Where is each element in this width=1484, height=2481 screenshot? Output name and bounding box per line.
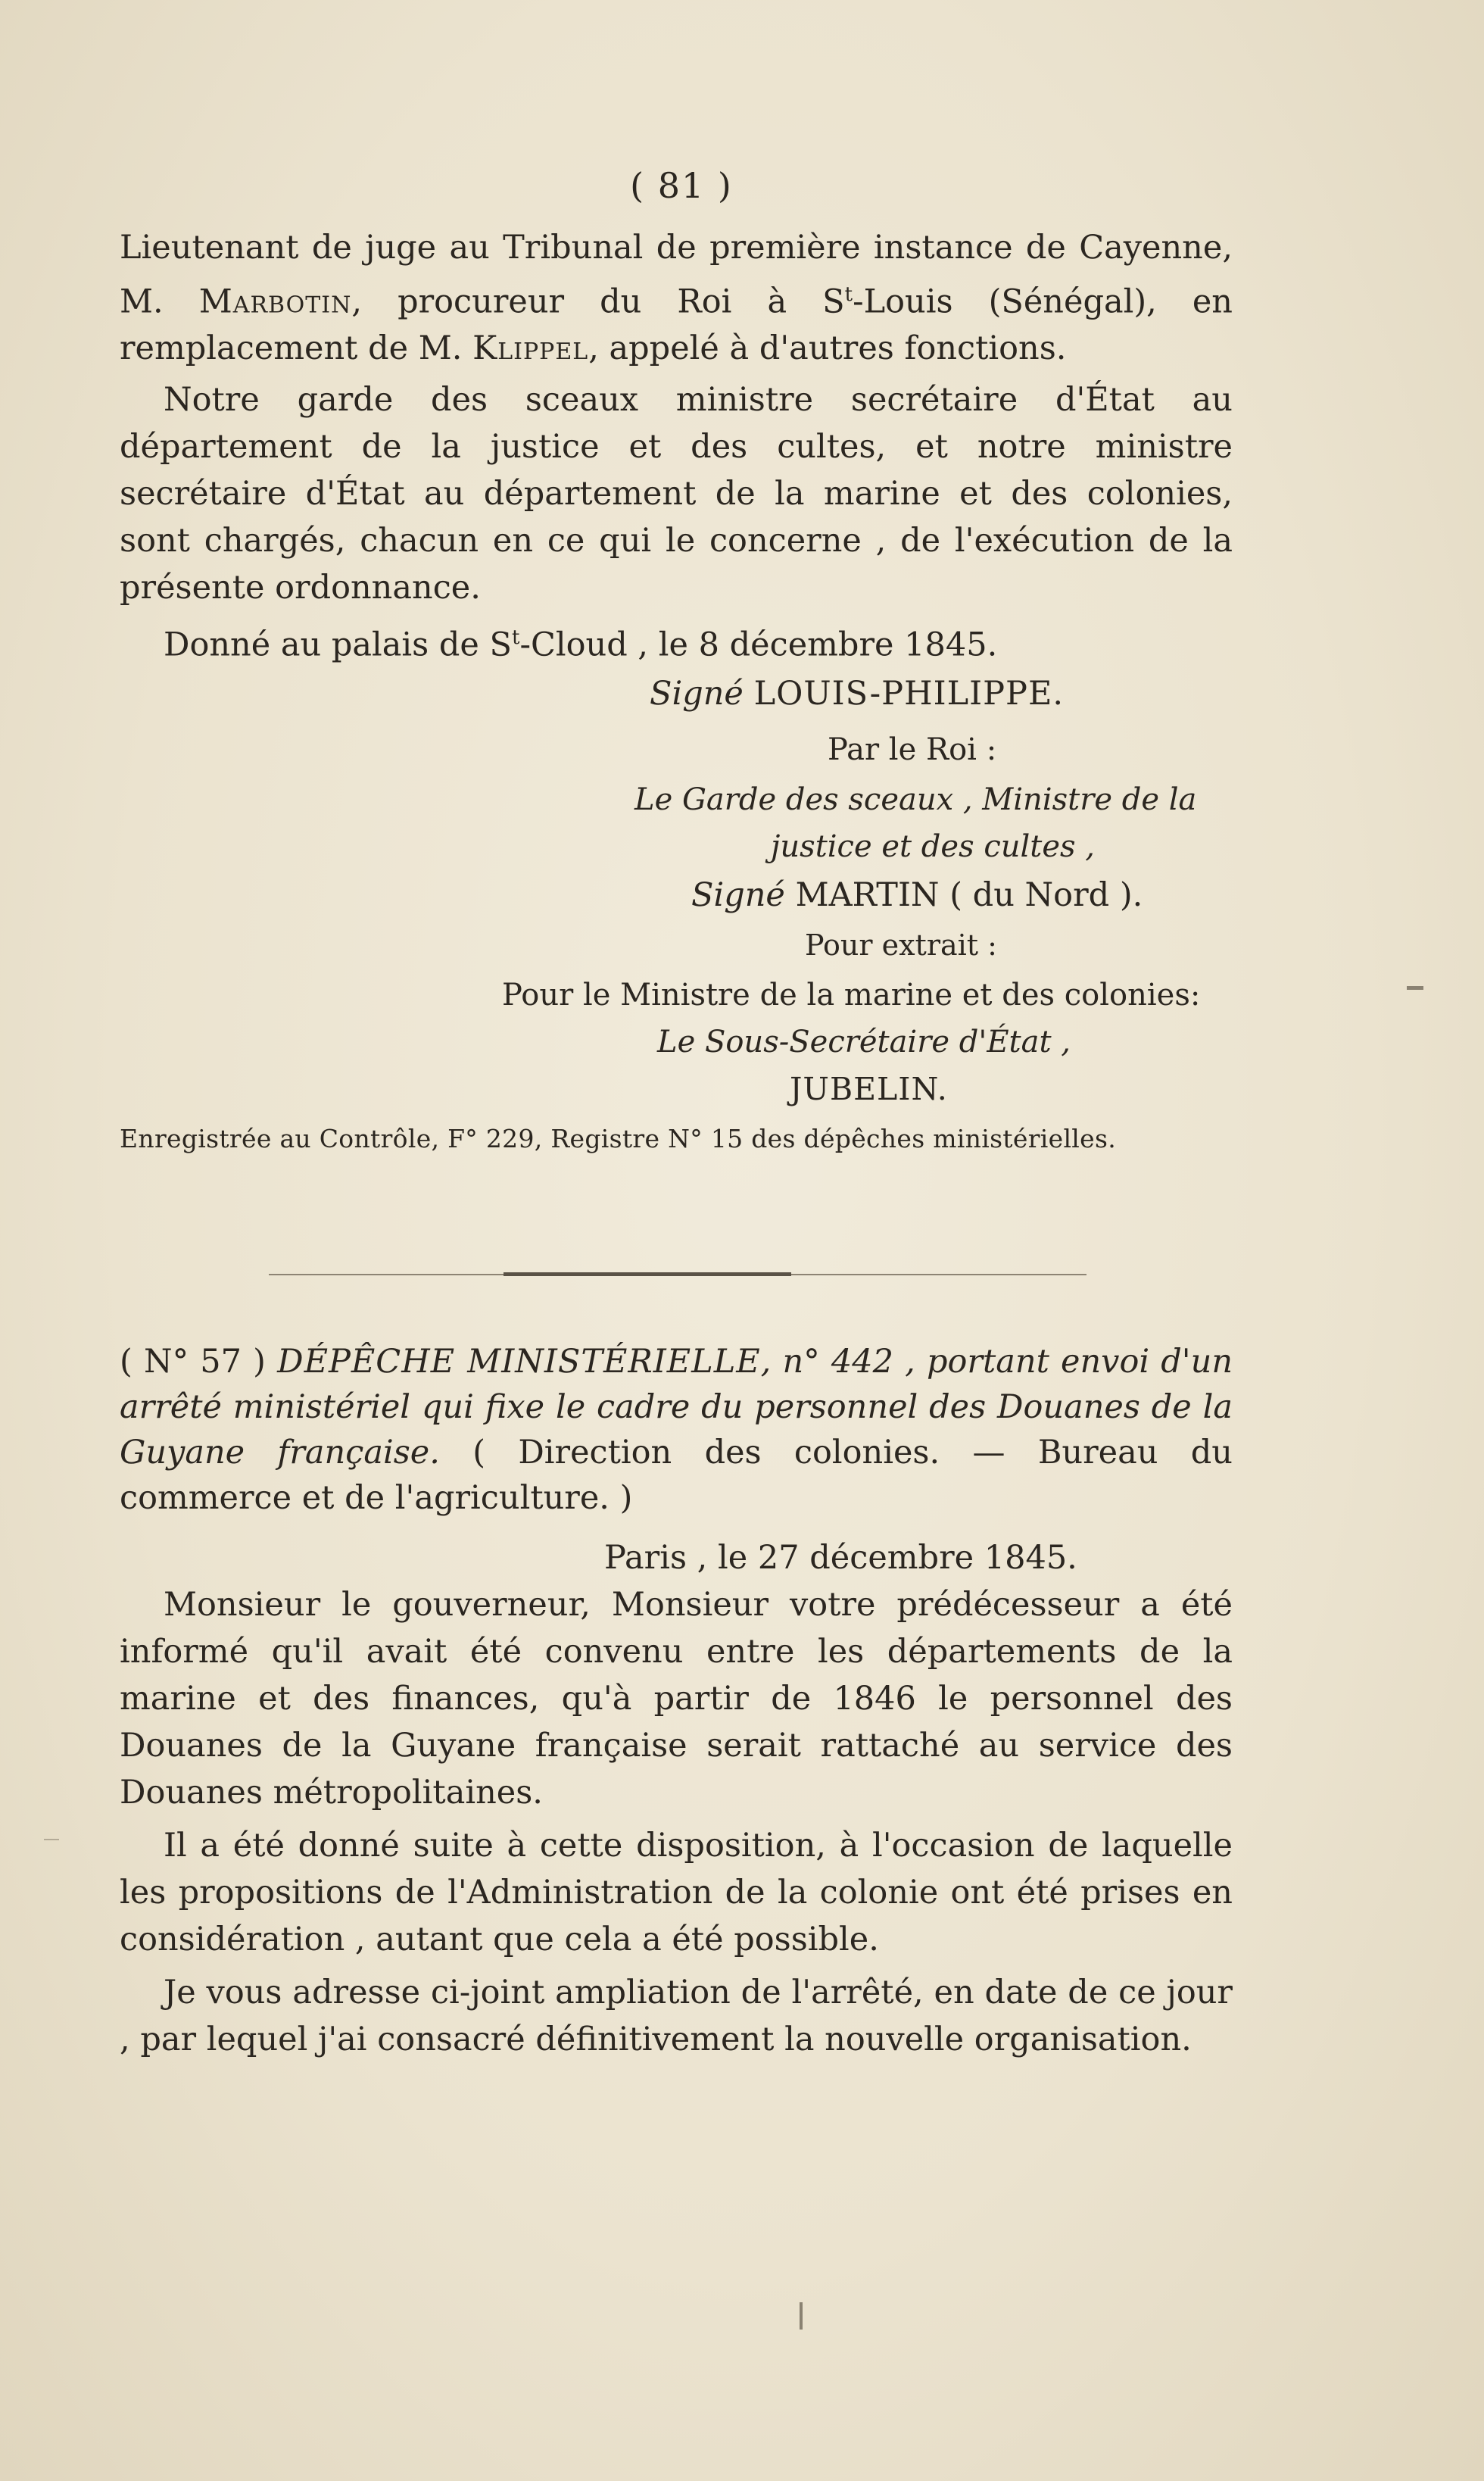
signature-martin bbox=[120, 872, 1233, 919]
depeche-title: DÉPÊCHE MINISTÉRIELLE bbox=[277, 1343, 761, 1381]
sous-secretaire: Le Sous-Secrétaire d'État , bbox=[657, 1024, 1071, 1059]
name-klippel: Klippel bbox=[472, 329, 589, 368]
depeche-paragraph-3: Je vous adresse ci-joint ampliation de l'arrêté, en date de ce jour , par lequel j'ai consacré définitivement la nouvelle organisation. bbox=[120, 1974, 1233, 2058]
ordinance-block bbox=[120, 224, 1233, 1158]
pour-le-ministre: Pour le Ministre de la marine et des colonies: bbox=[502, 977, 1201, 1013]
signature-king bbox=[120, 670, 1233, 717]
superscript: t bbox=[844, 283, 853, 306]
depeche-no: , n° 442 , bbox=[760, 1343, 915, 1381]
text-run: -Cloud , le 8 décembre 1845. bbox=[519, 626, 998, 664]
signatory-king: LOUIS-PHILIPPE. bbox=[753, 674, 1065, 713]
depeche-heading bbox=[120, 1339, 1233, 1521]
name-marbotin: Marbotin bbox=[198, 282, 352, 321]
text-run: -Louis (Sénégal), en remplacement de M. bbox=[120, 282, 1233, 368]
margin-mark bbox=[1407, 986, 1423, 990]
text-run: Lieutenant de juge au Tribunal de première instance de Cayenne, M. bbox=[120, 229, 1233, 321]
depeche-date: Paris , le 27 décembre 1845. bbox=[604, 1539, 1077, 1577]
depeche-subject: portant envoi d'un arrêté ministériel qui fixe le cadre du personnel des Douanes de la Guyane française. bbox=[120, 1343, 1233, 1471]
registration-note: Enregistrée au Contrôle, F° 229, Registre N° 15 des dépêches ministérielles. bbox=[120, 1123, 1117, 1153]
page-number: ( 81 ) bbox=[630, 165, 733, 206]
text-run: , appelé à d'autres fonctions. bbox=[588, 329, 1067, 368]
signe-label: Signé bbox=[691, 875, 785, 914]
garde-des-sceaux-line1: Le Garde des sceaux , Ministre de la bbox=[634, 782, 1197, 817]
superscript: t bbox=[512, 626, 520, 650]
pour-extrait: Pour extrait : bbox=[805, 928, 997, 962]
depeche-bureau: ( Direction des colonies. — Bureau du commerce et de l'agriculture. ) bbox=[120, 1434, 1233, 1517]
signe-label: Signé bbox=[650, 674, 744, 713]
paragraph-given-at bbox=[120, 614, 1233, 668]
margin-mark bbox=[800, 2302, 803, 2330]
signatory-jubelin: JUBELIN. bbox=[790, 1070, 948, 1107]
garde-des-sceaux-line2: justice et des cultes , bbox=[771, 829, 1095, 864]
margin-mark bbox=[44, 1839, 59, 1840]
text-run: Donné au palais de S bbox=[164, 626, 513, 664]
text-run: , procureur du Roi à S bbox=[351, 282, 845, 321]
section-divider bbox=[269, 1274, 1086, 1275]
depeche-number: ( N° 57 ) bbox=[120, 1343, 266, 1381]
depeche-block bbox=[120, 1339, 1233, 2063]
depeche-paragraph-1: Monsieur le gouverneur, Monsieur votre prédécesseur a été informé qu'il avait été convenu entre les départements de la marine et des finances, qu'à partir de 1846 le personnel des Douanes de la Guyane française serait rattaché au service des Douanes métropolitaines. bbox=[120, 1586, 1233, 1812]
signatory-martin: MARTIN ( du Nord ). bbox=[795, 875, 1143, 914]
paragraph-appointment bbox=[120, 224, 1233, 372]
paragraph-execution: Notre garde des sceaux ministre secrétaire d'État au département de la justice et des cultes, et notre ministre secrétaire d'État au département de la marine et des colonies, sont chargés, chacun en ce qui le concerne , de l'exécution de la présente ordonnance. bbox=[120, 381, 1233, 607]
depeche-paragraph-2: Il a été donné suite à cette disposition, à l'occasion de laquelle les propositions de l'Administration de la colonie ont été prises en considération , autant que cela a été possible. bbox=[120, 1827, 1233, 1958]
par-le-roi: Par le Roi : bbox=[828, 732, 997, 767]
